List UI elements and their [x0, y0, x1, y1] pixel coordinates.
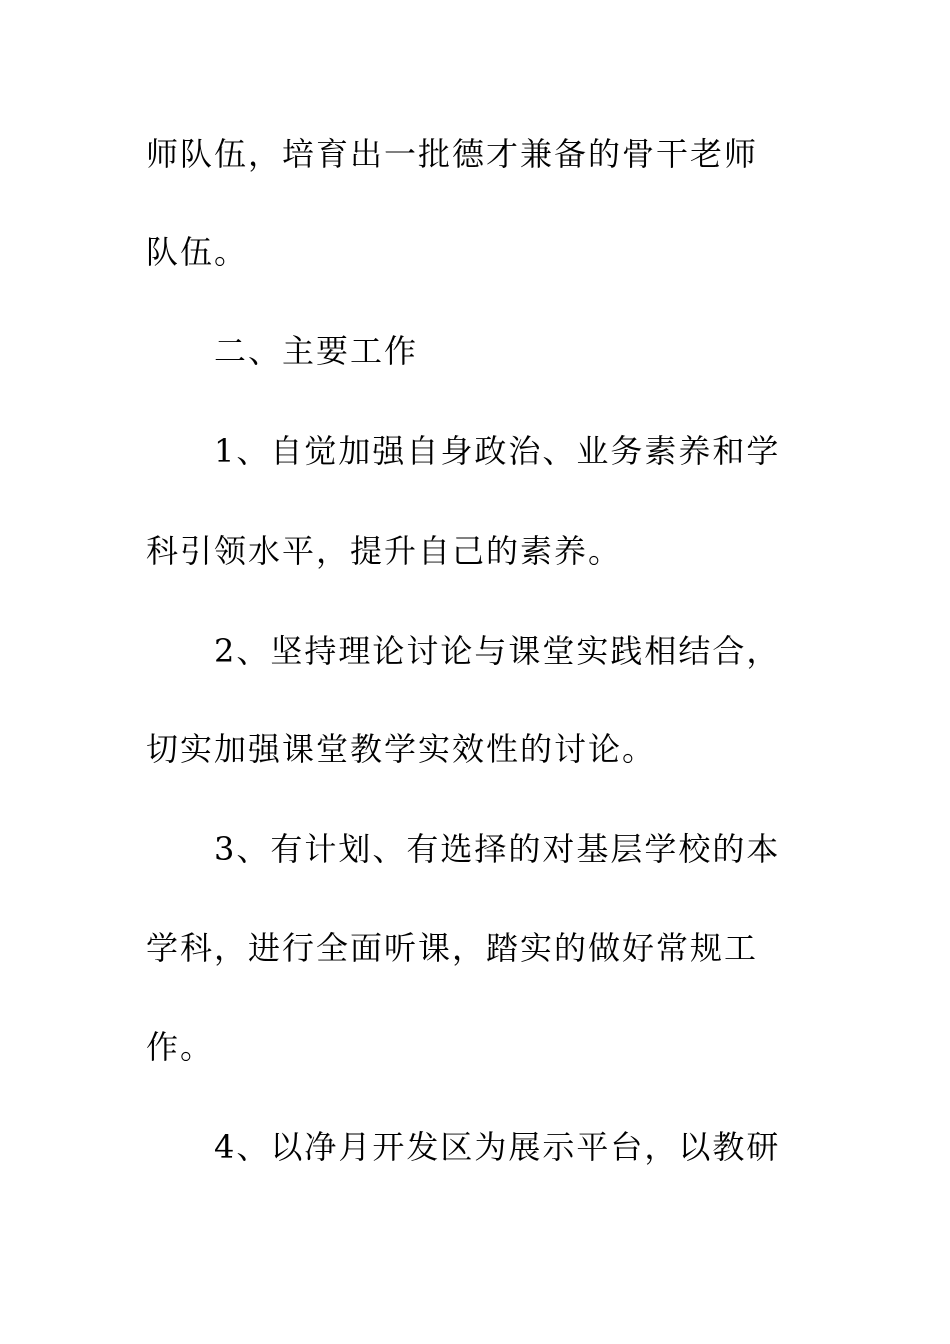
text-line: 作。	[146, 1028, 215, 1066]
list-item-3: 3、有计划、有选择的对基层学校的本	[214, 830, 781, 868]
text-line: 师队伍，培育出一批德才兼备的骨干老师	[146, 135, 759, 173]
text-line: 科引领水平，提升自己的素养。	[146, 532, 623, 570]
list-item-2: 2、坚持理论讨论与课堂实践相结合，	[214, 632, 781, 670]
text-line: 队伍。	[146, 233, 249, 271]
text-line: 切实加强课堂教学实效性的讨论。	[146, 730, 657, 768]
text-line: 学科，进行全面听课，踏实的做好常规工	[146, 929, 759, 967]
section-heading: 二、主要工作	[214, 332, 419, 370]
list-item-4: 4、以净月开发区为展示平台，以教研	[214, 1128, 781, 1166]
list-item-1: 1、自觉加强自身政治、业务素养和学	[214, 432, 781, 470]
